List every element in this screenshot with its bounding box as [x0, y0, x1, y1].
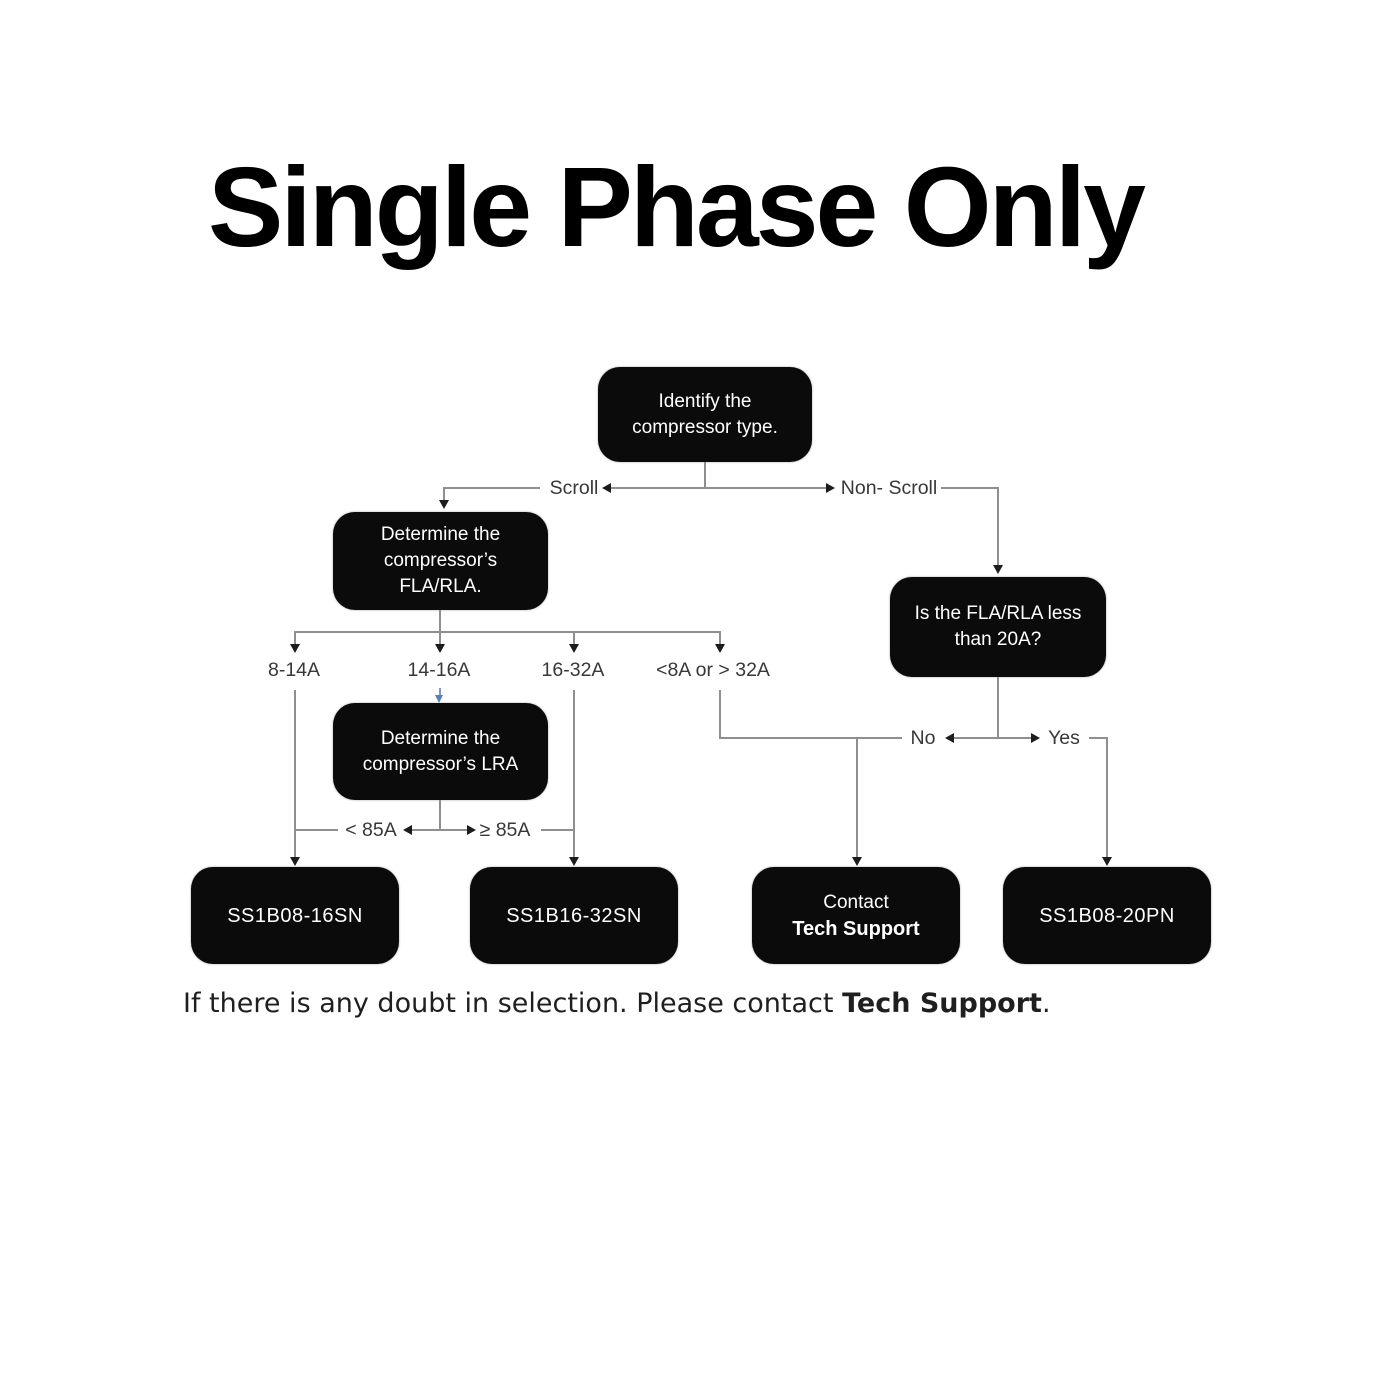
node-identify-compressor-type [598, 367, 812, 462]
connector-line [1106, 737, 1108, 857]
arrowhead-down-icon [993, 565, 1003, 574]
node-text-line: Determine the [380, 524, 501, 545]
connector-line [997, 487, 999, 565]
footer-period: . [1041, 988, 1051, 1019]
arrowhead-right-icon [467, 825, 476, 835]
result-model-label: SS1B08-16SN [227, 904, 363, 927]
edge-label-14-16a: 14-16A [407, 659, 471, 681]
arrowhead-right-icon [1031, 733, 1040, 743]
connector-line [857, 737, 902, 739]
edge-label-scroll: Scroll [549, 477, 599, 499]
node-determine-lra [333, 703, 548, 800]
node-text-line: FLA/RLA. [399, 576, 482, 597]
edge-label-8-14a: 8-14A [267, 659, 321, 681]
edge-label-lt8a-or-gt32a: <8A or > 32A [656, 659, 770, 681]
connector-line [541, 829, 574, 831]
arrowhead-down-icon [715, 644, 725, 653]
connector-line [444, 487, 540, 489]
node-is-fla-rla-less-than-20a [890, 577, 1106, 677]
edge-label-lt-85a: < 85A [345, 819, 397, 841]
node-text-line: than 20A? [954, 629, 1042, 650]
connector-line [439, 631, 441, 644]
node-result-ss1b16-32sn [470, 867, 678, 964]
arrowhead-right-icon [826, 483, 835, 493]
connector-line [573, 631, 575, 644]
node-result-ss1b08-16sn [191, 867, 399, 964]
arrowhead-down-icon [1102, 857, 1112, 866]
node-text-line: Determine the [380, 727, 501, 749]
connector-line [941, 487, 998, 489]
connector-line [295, 829, 338, 831]
connector-line [439, 610, 441, 632]
connector-line [998, 737, 1031, 739]
node-text-line: Identify the [658, 390, 752, 412]
connector-line [440, 829, 467, 831]
connector-line [954, 737, 998, 739]
edge-label-non-scroll: Non- Scroll [840, 477, 938, 499]
connector-line [997, 677, 999, 738]
edge-label-16-32a: 16-32A [541, 659, 605, 681]
node-text-line: Contact [823, 891, 889, 913]
connector-line [294, 690, 296, 857]
arrowhead-down-icon [290, 857, 300, 866]
edge-label-yes: Yes [1048, 727, 1080, 749]
node-text-line: compressor’s [383, 550, 498, 571]
connector-line [719, 690, 721, 738]
connector-line [611, 487, 826, 489]
arrowhead-left-icon [403, 825, 412, 835]
arrowhead-down-icon [852, 857, 862, 866]
connector-line [412, 829, 440, 831]
connector-line [573, 690, 575, 857]
footer-note [183, 988, 1051, 1019]
connector-line [439, 800, 441, 830]
arrowhead-down-icon [290, 644, 300, 653]
result-model-label: SS1B08-20PN [1039, 904, 1175, 927]
node-text-line-bold: Tech Support [792, 917, 920, 940]
node-text-line: Is the FLA/RLA less [914, 603, 1082, 624]
connector-line [719, 631, 721, 644]
arrowhead-left-icon [602, 483, 611, 493]
connector-line [856, 737, 858, 857]
node-text-line: compressor’s LRA [362, 753, 519, 775]
connector-line [443, 487, 445, 500]
connector-line [295, 631, 720, 633]
connector-line [294, 631, 296, 644]
footer-tech-support-bold: Tech Support [842, 988, 1042, 1019]
node-determine-fla-rla [333, 512, 548, 610]
node-result-ss1b08-20pn [1003, 867, 1211, 964]
footer-text: If there is any doubt in selection. Please contact [183, 988, 843, 1019]
result-model-label: SS1B16-32SN [506, 904, 642, 927]
edge-label-ge-85a: ≥ 85A [479, 819, 531, 841]
node-text-line: compressor type. [632, 416, 778, 438]
edge-label-no: No [910, 727, 936, 749]
connector-line [719, 737, 858, 739]
page-title: Single Phase Only [208, 144, 1143, 270]
connector-line [704, 462, 706, 488]
arrowhead-left-icon [945, 733, 954, 743]
arrowhead-down-blue-icon [435, 695, 443, 703]
arrowhead-down-icon [439, 500, 449, 509]
arrowhead-down-icon [569, 857, 579, 866]
arrowhead-down-icon [435, 644, 445, 653]
arrowhead-down-icon [569, 644, 579, 653]
node-contact-tech-support [752, 867, 960, 964]
